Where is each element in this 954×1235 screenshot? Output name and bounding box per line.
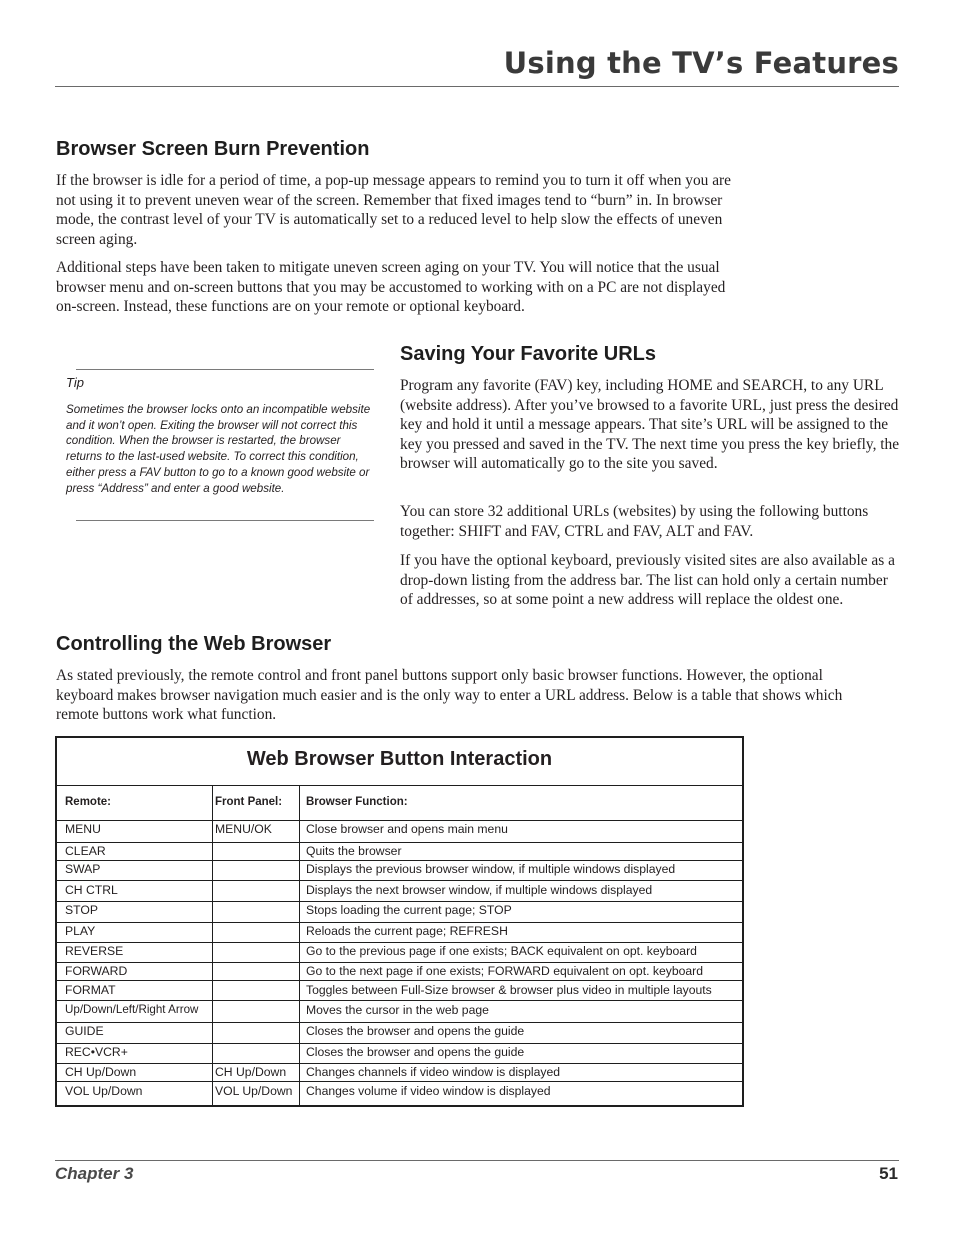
cell-browser-function: Displays the previous browser window, if multiple windows displayed	[306, 862, 676, 876]
table-row-divider	[57, 842, 742, 843]
favorite-paragraph-1: Program any favorite (FAV) key, including HOME and SEARCH, to any URL (website address). After you’ve browsed to a favorite URL, just press the desired key and hold it until a message appears. That site’s URL will be assigned to the key you pressed and saved in the TV. The next time you press the key briefly, the browser will automatically go to the site you saved.	[400, 377, 900, 472]
header-front-panel: Front Panel:	[215, 796, 283, 808]
table-row-divider	[57, 1000, 742, 1001]
cell-front-panel: MENU/OK	[215, 822, 272, 836]
table-title-rule	[57, 785, 742, 786]
column-divider	[212, 786, 213, 1105]
cell-browser-function: Changes channels if video window is displayed	[306, 1065, 561, 1079]
table-row-divider	[57, 901, 742, 902]
cell-remote: PLAY	[65, 924, 96, 938]
favorite-paragraph-2: You can store 32 additional URLs (websites) by using the following buttons together: SHIFT and FAV, CTRL and FAV, ALT and FAV.	[400, 503, 869, 540]
cell-remote: SWAP	[65, 862, 101, 876]
cell-browser-function: Closes the browser and opens the guide	[306, 1024, 525, 1038]
table-row-divider	[57, 1022, 742, 1023]
cell-remote: STOP	[65, 903, 98, 917]
tip-label: Tip	[66, 375, 84, 390]
cell-remote: CH Up/Down	[65, 1065, 137, 1079]
cell-remote: GUIDE	[65, 1024, 104, 1038]
tip-text: Sometimes the browser locks onto an incompatible website and it won’t open. Exiting the browser will not correct this condition. When the browser is restarted, the browser returns to the last-used website. To correct this condition, either press a FAV button to go to a known good website or press “Address” and enter a good website.	[66, 403, 371, 495]
cell-remote: FORMAT	[65, 983, 116, 997]
table-row-divider	[57, 1063, 742, 1064]
cell-front-panel: CH Up/Down	[215, 1065, 287, 1079]
table-row-divider	[57, 1043, 742, 1044]
controlling-paragraph: As stated previously, the remote control and front panel buttons support only basic browser functions. However, the optional keyboard makes browser navigation much easier and is the only way to enter a URL address. Below is a table that shows which remote buttons work what function.	[56, 667, 843, 723]
favorite-urls-heading: Saving Your Favorite URLs	[400, 343, 656, 365]
cell-remote: REC•VCR+	[65, 1045, 128, 1059]
table-row-divider	[57, 922, 742, 923]
table-row-divider	[57, 880, 742, 881]
cell-front-panel: VOL Up/Down	[215, 1084, 293, 1098]
burn-paragraph-1: If the browser is idle for a period of time, a pop-up message appears to remind you to turn it off when you are not using it to prevent uneven wear of the screen. Remember that fixed images tend to “burn” in. In browser mode, the contrast level of your TV is automatically set to a reduced level to help slow the effects of uneven screen aging.	[56, 172, 732, 248]
cell-remote: REVERSE	[65, 944, 124, 958]
page-number: 51	[879, 1164, 898, 1183]
favorite-paragraph-3: If you have the optional keyboard, previously visited sites are also available as a drop-down listing from the address bar. The list can hold only a certain number of addresses, so at some point a new address will replace the oldest one.	[400, 552, 895, 608]
cell-remote: CLEAR	[65, 844, 106, 858]
header-rule	[55, 86, 899, 87]
tip-top-rule	[76, 369, 374, 370]
cell-browser-function: Close browser and opens main menu	[306, 822, 508, 836]
table-row-divider	[57, 820, 742, 821]
tip-bottom-rule	[76, 520, 374, 521]
button-interaction-table	[55, 736, 744, 1107]
header-remote: Remote:	[65, 796, 112, 808]
cell-remote: VOL Up/Down	[65, 1084, 143, 1098]
cell-browser-function: Moves the cursor in the web page	[306, 1003, 489, 1017]
table-row-divider	[57, 962, 742, 963]
burn-paragraph-2: Additional steps have been taken to mitigate uneven screen aging on your TV. You will notice that the usual browser menu and on-screen buttons that you may be accustomed to working with on a PC are not displayed on-screen. Instead, these functions are on your remote or optional keyboard.	[56, 259, 726, 315]
cell-browser-function: Go to the previous page if one exists; BACK equivalent on opt. keyboard	[306, 944, 697, 958]
cell-browser-function: Quits the browser	[306, 844, 402, 858]
cell-browser-function: Go to the next page if one exists; FORWARD equivalent on opt. keyboard	[306, 964, 703, 978]
burn-prevention-heading: Browser Screen Burn Prevention	[56, 138, 370, 160]
cell-browser-function: Reloads the current page; REFRESH	[306, 924, 508, 938]
cell-browser-function: Stops loading the current page; STOP	[306, 903, 512, 917]
table-row-divider	[57, 942, 742, 943]
cell-remote: CH CTRL	[65, 883, 118, 897]
header-browser-function: Browser Function:	[306, 796, 408, 808]
table-row-divider	[57, 860, 742, 861]
table-row-divider	[57, 1081, 742, 1082]
table-row-divider	[57, 980, 742, 981]
table-title: Web Browser Button Interaction	[246, 748, 553, 770]
cell-browser-function: Displays the next browser window, if multiple windows displayed	[306, 883, 653, 897]
column-divider	[299, 786, 300, 1105]
footer-rule	[55, 1160, 899, 1161]
footer-chapter: Chapter 3	[55, 1164, 134, 1183]
cell-remote: MENU	[65, 822, 101, 836]
cell-remote: FORWARD	[65, 964, 128, 978]
cell-browser-function: Toggles between Full-Size browser & browser plus video in multiple layouts	[306, 983, 712, 997]
cell-browser-function: Changes volume if video window is displayed	[306, 1084, 551, 1098]
controlling-browser-heading: Controlling the Web Browser	[56, 633, 332, 655]
page-title: Using the TV’s Features	[503, 46, 899, 80]
cell-remote: Up/Down/Left/Right Arrow	[65, 1003, 199, 1016]
cell-browser-function: Closes the browser and opens the guide	[306, 1045, 525, 1059]
